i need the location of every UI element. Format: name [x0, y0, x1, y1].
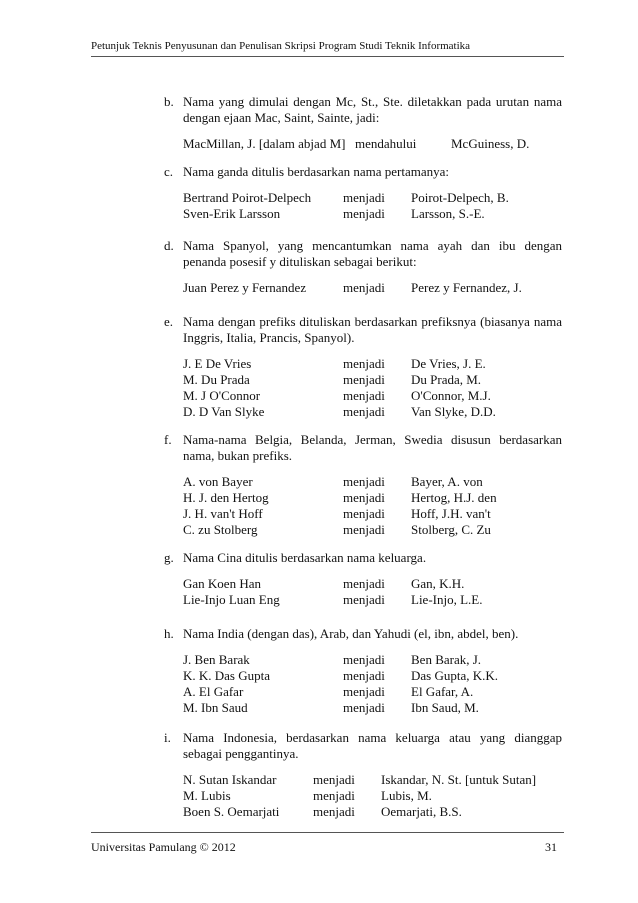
example-row	[183, 506, 562, 522]
example-rows	[183, 772, 562, 820]
original-name: M. Du Prada	[183, 372, 250, 387]
example-row	[183, 772, 562, 788]
example-row	[183, 388, 562, 404]
example-row	[183, 700, 562, 716]
list-item-d	[164, 238, 562, 296]
formatted-name: McGuiness, D.	[451, 136, 530, 151]
formatted-name: Van Slyke, D.D.	[411, 404, 496, 419]
relation-word: menjadi	[343, 206, 385, 221]
example-row	[183, 788, 562, 804]
formatted-name: Du Prada, M.	[411, 372, 482, 387]
example-rows	[183, 652, 562, 716]
relation-word: menjadi	[343, 684, 385, 699]
item-letter: g.	[164, 550, 174, 565]
original-name: C. zu Stolberg	[183, 522, 258, 537]
relation-word: menjadi	[343, 592, 385, 607]
original-name: Bertrand Poirot-Delpech	[183, 190, 312, 205]
example-row	[183, 592, 562, 608]
example-row	[183, 652, 562, 668]
original-name: J. Ben Barak	[183, 652, 250, 667]
formatted-name: De Vries, J. E.	[411, 356, 486, 371]
formatted-name: Hoff, J.H. van't	[411, 506, 491, 521]
original-name: A. von Bayer	[183, 474, 253, 489]
list-item-f	[164, 432, 562, 538]
formatted-name: Bayer, A. von	[411, 474, 483, 489]
relation-word: menjadi	[343, 404, 385, 419]
relation-word: menjadi	[343, 490, 385, 505]
item-text: Nama yang dimulai dengan Mc, St., Ste. diletakkan pada urutan nama dengan ejaan Mac, Saint, Sainte, jadi:	[183, 94, 562, 125]
formatted-name: Iskandar, N. St. [untuk Sutan]	[381, 772, 537, 787]
original-name: Juan Perez y Fernandez	[183, 280, 307, 295]
original-name: J. E De Vries	[183, 356, 252, 371]
example-row	[183, 684, 562, 700]
item-text: Nama ganda ditulis berdasarkan nama pertamanya:	[183, 164, 450, 179]
relation-word: menjadi	[343, 652, 385, 667]
item-text: Nama-nama Belgia, Belanda, Jerman, Swedia disusun berdasarkan nama, bukan prefiks.	[183, 432, 562, 463]
footer-rule	[91, 832, 564, 833]
example-row	[183, 804, 562, 820]
list-item-b	[164, 94, 562, 152]
page-number: 31	[545, 840, 557, 854]
item-letter: f.	[164, 432, 172, 447]
example-rows	[183, 356, 562, 420]
item-text: Nama Indonesia, berdasarkan nama keluarga atau yang dianggap sebagai penggantinya.	[183, 730, 562, 761]
relation-word: menjadi	[313, 788, 355, 803]
item-text: Nama Spanyol, yang mencantumkan nama ayah dan ibu dengan penanda posesif y dituliskan sebagai berikut:	[183, 238, 562, 269]
relation-word: menjadi	[343, 356, 385, 371]
example-row	[183, 474, 562, 490]
example-row	[183, 206, 562, 222]
example-rows	[183, 190, 562, 222]
item-text: Nama Cina ditulis berdasarkan nama keluarga.	[183, 550, 427, 565]
original-name: N. Sutan Iskandar	[183, 772, 277, 787]
example-rows	[183, 576, 562, 608]
example-row	[183, 356, 562, 372]
relation-word: menjadi	[343, 700, 385, 715]
item-letter: i.	[164, 730, 171, 745]
relation-word: menjadi	[343, 506, 385, 521]
example-row	[183, 190, 562, 206]
formatted-name: El Gafar, A.	[411, 684, 474, 699]
formatted-name: Oemarjati, B.S.	[381, 804, 462, 819]
item-letter: e.	[164, 314, 174, 329]
example-row	[183, 136, 562, 152]
list-item-g	[164, 550, 562, 608]
footer-institution: Universitas Pamulang © 2012	[91, 840, 236, 854]
formatted-name: Hertog, H.J. den	[411, 490, 497, 505]
formatted-name: Ben Barak, J.	[411, 652, 482, 667]
formatted-name: Lie-Injo, L.E.	[411, 592, 483, 607]
original-name: Lie-Injo Luan Eng	[183, 592, 280, 607]
original-name: MacMillan, J. [dalam abjad M]	[183, 136, 346, 151]
relation-word: menjadi	[343, 576, 385, 591]
formatted-name: Das Gupta, K.K.	[411, 668, 499, 683]
formatted-name: Lubis, M.	[381, 788, 432, 803]
relation-word: menjadi	[313, 804, 355, 819]
item-letter: b.	[164, 94, 174, 109]
formatted-name: O'Connor, M.J.	[411, 388, 491, 403]
example-row	[183, 372, 562, 388]
example-row	[183, 490, 562, 506]
example-row	[183, 668, 562, 684]
header-rule	[91, 56, 564, 57]
relation-word: menjadi	[343, 522, 385, 537]
list-item-c	[164, 164, 562, 222]
formatted-name: Larsson, S.-E.	[411, 206, 485, 221]
original-name: J. H. van't Hoff	[183, 506, 263, 521]
item-text: Nama dengan prefiks dituliskan berdasarkan prefiksnya (biasanya nama Inggris, Italia, Prancis, Spanyol).	[183, 314, 562, 345]
item-text: Nama India (dengan das), Arab, dan Yahudi (el, ibn, abdel, ben).	[183, 626, 519, 641]
list-item-e	[164, 314, 562, 420]
formatted-name: Ibn Saud, M.	[411, 700, 479, 715]
original-name: M. Lubis	[183, 788, 231, 803]
example-rows	[183, 474, 562, 538]
relation-word: menjadi	[313, 772, 355, 787]
example-rows	[183, 136, 562, 152]
relation-word: menjadi	[343, 190, 385, 205]
relation-word: menjadi	[343, 474, 385, 489]
formatted-name: Stolberg, C. Zu	[411, 522, 491, 537]
relation-word: menjadi	[343, 280, 385, 295]
formatted-name: Perez y Fernandez, J.	[411, 280, 522, 295]
item-letter: d.	[164, 238, 174, 253]
example-row	[183, 280, 562, 296]
original-name: D. D Van Slyke	[183, 404, 265, 419]
relation-word: menjadi	[343, 668, 385, 683]
original-name: H. J. den Hertog	[183, 490, 269, 505]
item-letter: c.	[164, 164, 174, 179]
example-row	[183, 576, 562, 592]
relation-word: menjadi	[343, 388, 385, 403]
formatted-name: Gan, K.H.	[411, 576, 465, 591]
example-rows	[183, 280, 562, 296]
example-row	[183, 522, 562, 538]
original-name: A. El Gafar	[183, 684, 244, 699]
relation-word: menjadi	[343, 372, 385, 387]
formatted-name: Poirot-Delpech, B.	[411, 190, 509, 205]
example-row	[183, 404, 562, 420]
item-letter: h.	[164, 626, 174, 641]
original-name: K. K. Das Gupta	[183, 668, 271, 683]
list-item-i	[164, 730, 562, 820]
running-header: Petunjuk Teknis Penyusunan dan Penulisan Skripsi Program Studi Teknik Informatika	[91, 40, 471, 52]
list-item-h	[164, 626, 562, 716]
original-name: Gan Koen Han	[183, 576, 261, 591]
original-name: M. Ibn Saud	[183, 700, 248, 715]
original-name: M. J O'Connor	[183, 388, 261, 403]
original-name: Boen S. Oemarjati	[183, 804, 280, 819]
relation-word: mendahului	[355, 136, 417, 151]
original-name: Sven-Erik Larsson	[183, 206, 281, 221]
